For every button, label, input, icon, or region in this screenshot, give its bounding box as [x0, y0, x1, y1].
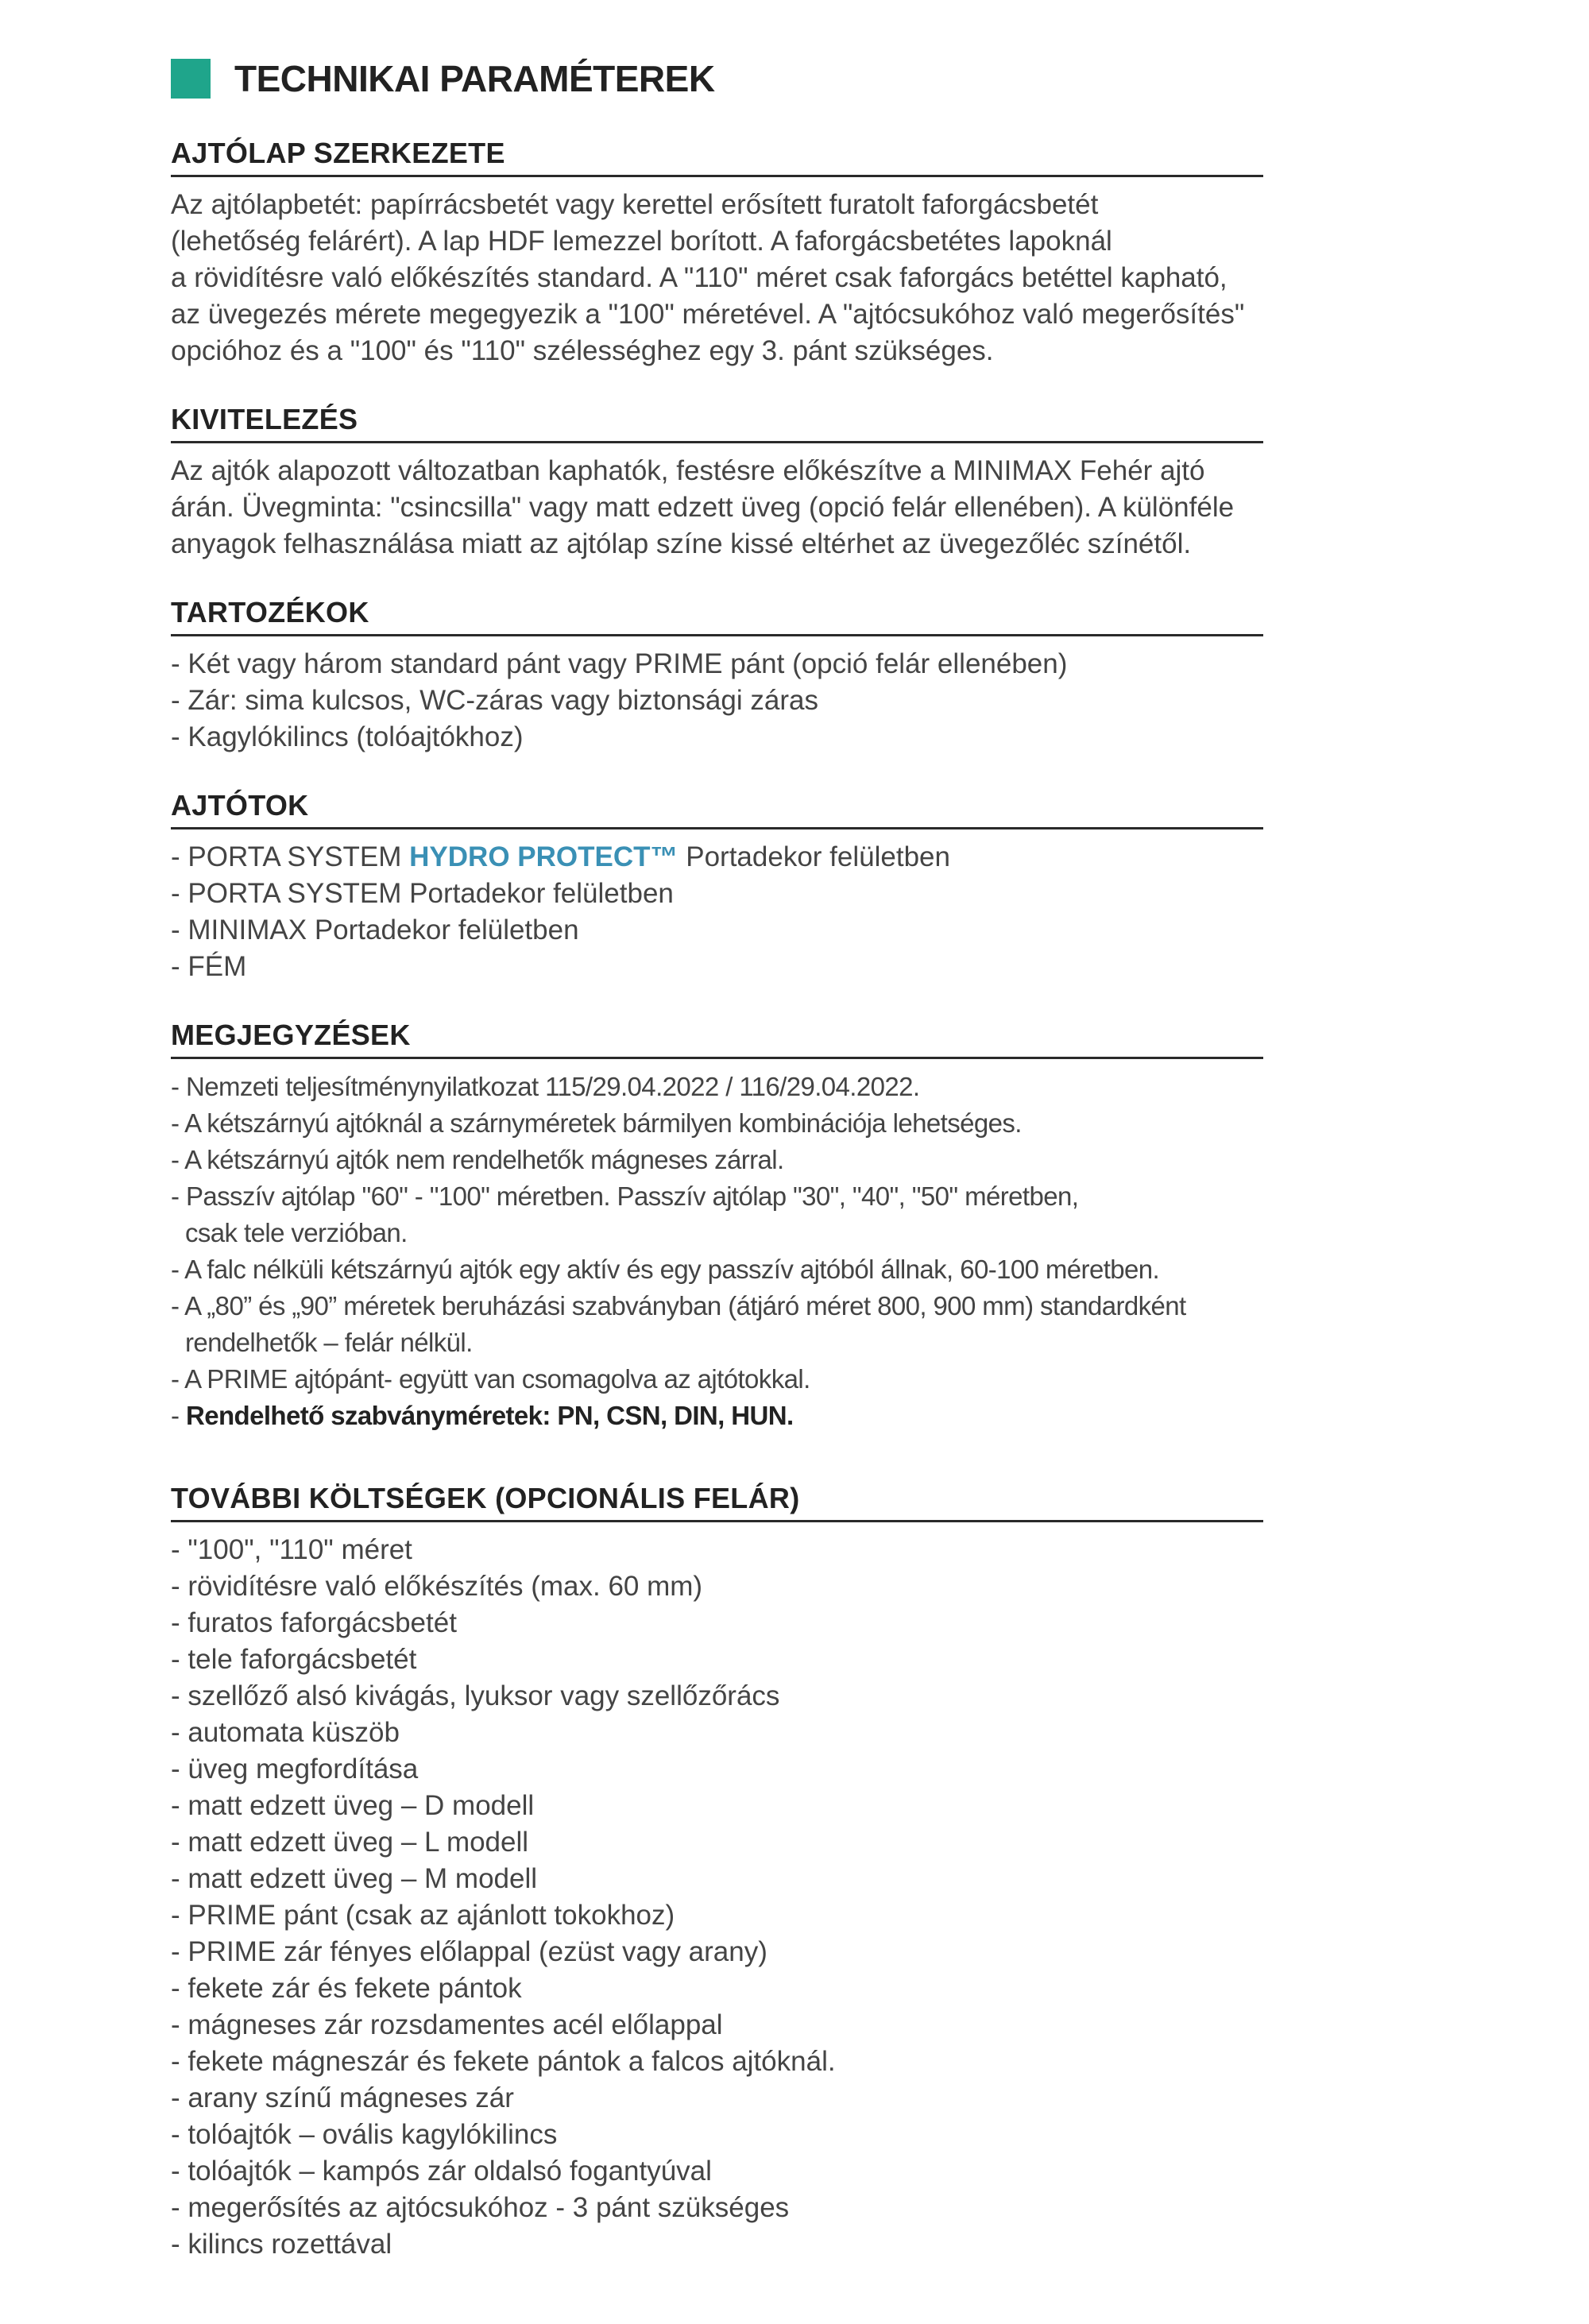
list-item: - MINIMAX Portadekor felületben [171, 915, 579, 945]
list-item: - Nemzeti teljesítménynyilatkozat 115/29.04.2022 / 116/29.04.2022. [171, 1072, 920, 1101]
paragraph-line: Az ajtók alapozott változatban kaphatók, festésre előkészítve a MINIMAX Fehér ajtó [171, 455, 1205, 486]
list-item: - Két vagy három standard pánt vagy PRIME pánt (opció felár ellenében) [171, 648, 1068, 679]
section-finish [171, 403, 1263, 563]
door-frames-list [171, 839, 1263, 985]
list-item-suffix: Portadekor felületben [678, 841, 950, 872]
list-item: - matt edzett üveg – D modell [171, 1790, 535, 1821]
list-item: - üveg megfordítása [171, 1754, 419, 1785]
list-item: - tele faforgácsbetét [171, 1644, 417, 1675]
list-item: - A falc nélküli kétszárnyú ajtók egy aktív és egy passzív ajtóból állnak, 60-100 méretben. [171, 1255, 1160, 1284]
section-heading: TARTOZÉKOK [171, 596, 1263, 636]
list-item [171, 839, 1263, 876]
list-item [171, 1288, 1263, 1361]
list-item: - mágneses zár rozsdamentes acél előlappal [171, 2009, 723, 2040]
list-item: - PRIME zár fényes előlappal (ezüst vagy arany) [171, 1936, 767, 1967]
notes-list [171, 1069, 1263, 1434]
list-item: - PORTA SYSTEM Portadekor felületben [171, 878, 674, 909]
list-item: - A kétszárnyú ajtók nem rendelhetők mágneses zárral. [171, 1145, 784, 1174]
list-item: - furatos faforgácsbetét [171, 1607, 457, 1638]
list-item: - A kétszárnyú ajtóknál a szárnyméretek bármilyen kombinációja lehetséges. [171, 1108, 1022, 1138]
list-item: - FÉM [171, 951, 247, 982]
list-item-continuation: rendelhetők – felár nélkül. [185, 1328, 473, 1357]
list-item [171, 1178, 1263, 1251]
page-title: TECHNIKAI PARAMÉTEREK [234, 58, 715, 99]
paragraph-line: árán. Üvegminta: "csincsilla" vagy matt edzett üveg (opció felár ellenében). A különféle [171, 492, 1235, 523]
page-header [171, 57, 715, 100]
section-door-frames [171, 789, 1263, 985]
section-door-leaf-structure [171, 137, 1263, 369]
list-item: - tolóajtók – kampós zár oldalsó fogantyúval [171, 2156, 712, 2187]
list-item: - szellőző alsó kivágás, lyuksor vagy szellőzőrács [171, 1680, 780, 1711]
section-additional-costs [171, 1482, 1263, 2263]
paragraph-line: Az ajtólapbetét: papírrácsbetét vagy kerettel erősített furatolt faforgácsbetét [171, 189, 1099, 220]
list-item: - automata küszöb [171, 1717, 400, 1748]
list-item [171, 1398, 1263, 1434]
section-paragraph [171, 187, 1263, 369]
list-item-line: - A „80” és „90” méretek beruházási szabványban (átjáró méret 800, 900 mm) standardként [171, 1291, 1186, 1321]
section-heading: AJTÓLAP SZERKEZETE [171, 137, 1263, 177]
additional-costs-list [171, 1532, 1263, 2263]
paragraph-line: a rövidítésre való előkészítés standard. A "110" méret csak faforgács betéttel kapható, [171, 262, 1228, 293]
list-item: - Zár: sima kulcsos, WC-záras vagy biztonsági záras [171, 685, 818, 716]
section-heading: TOVÁBBI KÖLTSÉGEK (OPCIONÁLIS FELÁR) [171, 1482, 1263, 1522]
list-item: - PRIME pánt (csak az ajánlott tokokhoz) [171, 1900, 675, 1931]
list-item: - "100", "110" méret [171, 1534, 412, 1565]
section-accessories [171, 596, 1263, 756]
list-item: - Kagylókilincs (tolóajtókhoz) [171, 721, 524, 752]
list-item: - fekete zár és fekete pántok [171, 1973, 522, 2004]
list-item: - matt edzett üveg – L modell [171, 1827, 529, 1858]
list-item-continuation: csak tele verzióban. [185, 1218, 408, 1247]
paragraph-line: (lehetőség felárért). A lap HDF lemezzel borított. A faforgácsbetétes lapoknál [171, 226, 1112, 257]
accent-square-icon [171, 59, 211, 99]
list-item-line: - Passzív ajtólap "60" - "100" méretben. Passzív ajtólap "30", "40", "50" méretben, [171, 1181, 1079, 1211]
paragraph-line: az üvegezés mérete megegyezik a "100" méretével. A "ajtócsukóhoz való megerősítés" [171, 299, 1245, 330]
paragraph-line: anyagok felhasználása miatt az ajtólap színe kissé eltérhet az üvegezőléc színétől. [171, 528, 1192, 559]
list-item: - fekete mágneszár és fekete pántok a falcos ajtóknál. [171, 2046, 836, 2077]
standard-sizes-note: Rendelhető szabványméretek: PN, CSN, DIN, HUN. [185, 1401, 794, 1430]
section-heading: AJTÓTOK [171, 789, 1263, 829]
list-item: - kilincs rozettával [171, 2229, 392, 2260]
section-heading: KIVITELEZÉS [171, 403, 1263, 443]
section-notes [171, 1019, 1263, 1434]
section-paragraph [171, 453, 1263, 563]
accessories-list [171, 646, 1263, 756]
list-item-prefix: - PORTA SYSTEM [171, 841, 410, 872]
list-item: - rövidítésre való előkészítés (max. 60 mm) [171, 1571, 703, 1602]
hydro-protect-label: HYDRO PROTECT™ [409, 841, 679, 872]
paragraph-line: opcióhoz és a "100" és "110" szélességhez egy 3. pánt szükséges. [171, 335, 994, 366]
list-item-dash: - [171, 1401, 186, 1430]
section-heading: MEGJEGYZÉSEK [171, 1019, 1263, 1059]
list-item: - megerősítés az ajtócsukóhoz - 3 pánt szükséges [171, 2192, 790, 2223]
list-item: - tolóajtók – ovális kagylókilincs [171, 2119, 558, 2150]
list-item: - matt edzett üveg – M modell [171, 1863, 538, 1894]
list-item: - A PRIME ajtópánt- együtt van csomagolva az ajtótokkal. [171, 1364, 810, 1394]
list-item: - arany színű mágneses zár [171, 2082, 514, 2113]
